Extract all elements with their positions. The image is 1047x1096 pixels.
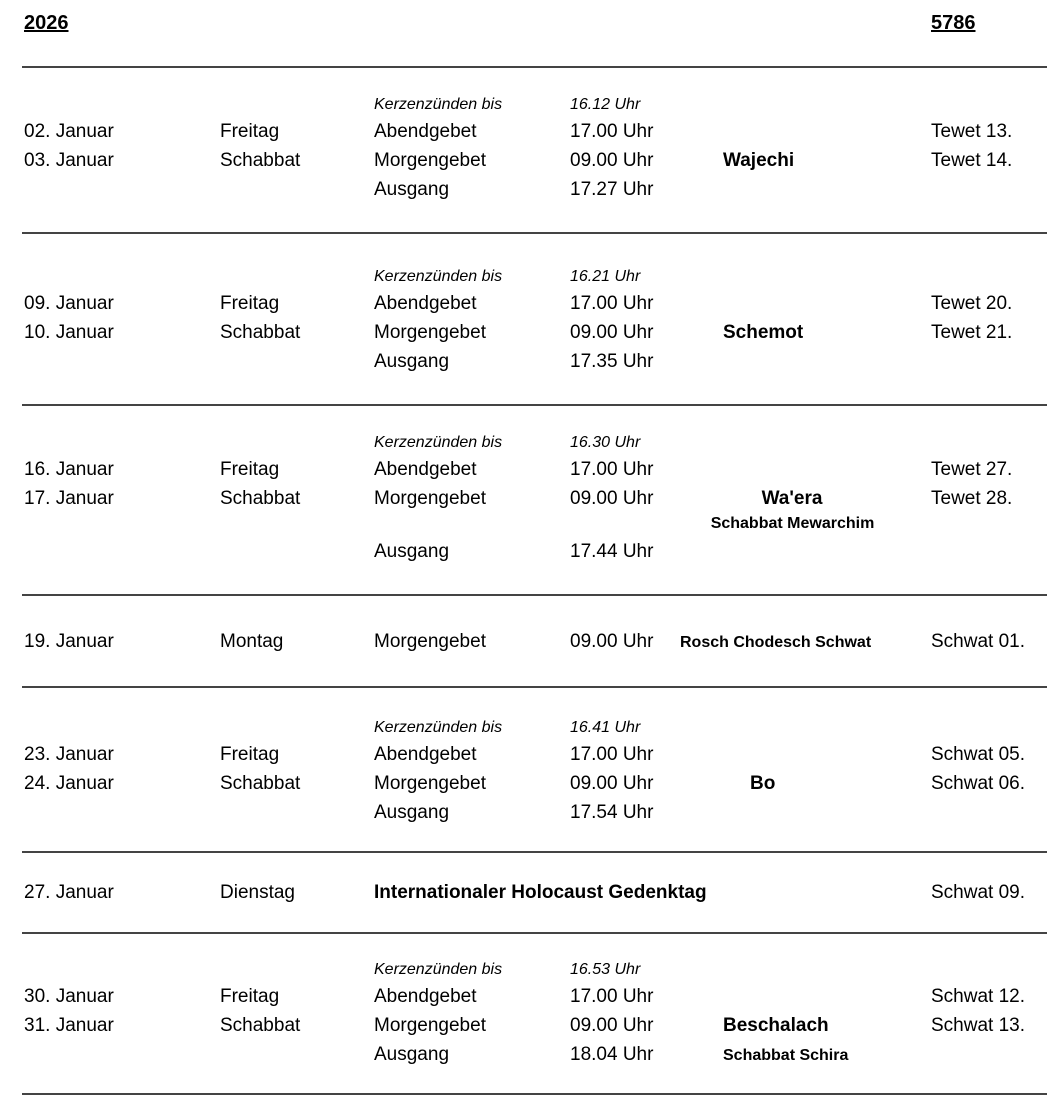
saturday-time: 09.00 Uhr — [570, 773, 654, 794]
saturday-hebrew-date: Schwat 13. — [931, 1015, 1025, 1036]
friday-date: 02. Januar — [24, 121, 114, 142]
friday-prayer: Abendgebet — [374, 293, 477, 314]
shabbat-note: Schabbat Mewarchim — [710, 515, 875, 532]
saturday-prayer: Morgengebet — [374, 322, 486, 343]
end-label: Ausgang — [374, 802, 450, 823]
friday-time: 17.00 Uhr — [570, 459, 654, 480]
parasha: Beschalach — [723, 1015, 829, 1036]
friday-day: Freitag — [220, 986, 280, 1007]
saturday-day: Schabbat — [220, 773, 301, 794]
friday-hebrew-date: Schwat 05. — [931, 744, 1025, 765]
day: Montag — [220, 631, 284, 652]
end-label: Ausgang — [374, 1044, 450, 1065]
day: Dienstag — [220, 882, 295, 903]
friday-date: 16. Januar — [24, 459, 114, 480]
saturday-prayer: Morgengebet — [374, 1015, 486, 1036]
divider — [22, 232, 1047, 234]
end-time: 17.54 Uhr — [570, 802, 654, 823]
gregorian-year: 2026 — [24, 12, 69, 34]
parasha: Wa'era — [761, 488, 823, 509]
prayer: Morgengebet — [374, 631, 486, 652]
friday-hebrew-date: Tewet 20. — [931, 293, 1013, 314]
saturday-day: Schabbat — [220, 488, 301, 509]
saturday-prayer: Morgengebet — [374, 150, 486, 171]
friday-time: 17.00 Uhr — [570, 121, 654, 142]
date: 19. Januar — [24, 631, 114, 652]
end-label: Ausgang — [374, 179, 450, 200]
date: 27. Januar — [24, 882, 114, 903]
saturday-date: 17. Januar — [24, 488, 114, 509]
event-name: Rosch Chodesch Schwat — [680, 634, 872, 651]
friday-prayer: Abendgebet — [374, 121, 477, 142]
end-time: 18.04 Uhr — [570, 1044, 654, 1065]
friday-time: 17.00 Uhr — [570, 986, 654, 1007]
friday-day: Freitag — [220, 121, 280, 142]
friday-date: 23. Januar — [24, 744, 114, 765]
shabbat-note: Schabbat Schira — [723, 1047, 849, 1064]
friday-day: Freitag — [220, 744, 280, 765]
saturday-prayer: Morgengebet — [374, 773, 486, 794]
candle-label: Kerzenzünden bis — [374, 719, 503, 736]
friday-hebrew-date: Tewet 27. — [931, 459, 1013, 480]
friday-date: 30. Januar — [24, 986, 114, 1007]
saturday-date: 31. Januar — [24, 1015, 114, 1036]
saturday-time: 09.00 Uhr — [570, 150, 654, 171]
prayer-time: 09.00 Uhr — [570, 631, 654, 652]
friday-hebrew-date: Schwat 12. — [931, 986, 1025, 1007]
saturday-time: 09.00 Uhr — [570, 322, 654, 343]
hebrew-date: Schwat 09. — [931, 882, 1025, 903]
divider — [22, 686, 1047, 688]
saturday-day: Schabbat — [220, 322, 301, 343]
friday-day: Freitag — [220, 459, 280, 480]
hebrew-year: 5786 — [931, 12, 976, 34]
candle-label: Kerzenzünden bis — [374, 268, 503, 285]
friday-hebrew-date: Tewet 13. — [931, 121, 1013, 142]
parasha: Wajechi — [723, 150, 795, 171]
friday-prayer: Abendgebet — [374, 986, 477, 1007]
parasha: Bo — [750, 773, 776, 794]
end-time: 17.27 Uhr — [570, 179, 654, 200]
hebrew-date: Schwat 01. — [931, 631, 1025, 652]
friday-prayer: Abendgebet — [374, 744, 477, 765]
candle-label: Kerzenzünden bis — [374, 96, 503, 113]
divider — [22, 932, 1047, 934]
saturday-day: Schabbat — [220, 150, 301, 171]
divider — [22, 404, 1047, 406]
saturday-date: 24. Januar — [24, 773, 114, 794]
friday-date: 09. Januar — [24, 293, 114, 314]
divider — [22, 594, 1047, 596]
saturday-prayer: Morgengebet — [374, 488, 486, 509]
saturday-hebrew-date: Tewet 14. — [931, 150, 1013, 171]
divider — [22, 851, 1047, 853]
parasha: Schemot — [723, 322, 804, 343]
candle-label: Kerzenzünden bis — [374, 434, 503, 451]
event-name: Internationaler Holocaust Gedenktag — [374, 882, 707, 903]
end-time: 17.35 Uhr — [570, 351, 654, 372]
candle-time: 16.12 Uhr — [570, 96, 641, 113]
friday-day: Freitag — [220, 293, 280, 314]
saturday-date: 03. Januar — [24, 150, 114, 171]
candle-time: 16.53 Uhr — [570, 961, 641, 978]
divider — [22, 66, 1047, 68]
saturday-date: 10. Januar — [24, 322, 114, 343]
friday-prayer: Abendgebet — [374, 459, 477, 480]
candle-time: 16.41 Uhr — [570, 719, 641, 736]
saturday-time: 09.00 Uhr — [570, 1015, 654, 1036]
saturday-hebrew-date: Tewet 21. — [931, 322, 1013, 343]
saturday-hebrew-date: Schwat 06. — [931, 773, 1025, 794]
divider — [22, 1093, 1047, 1095]
candle-time: 16.21 Uhr — [570, 268, 641, 285]
saturday-hebrew-date: Tewet 28. — [931, 488, 1013, 509]
saturday-time: 09.00 Uhr — [570, 488, 654, 509]
end-label: Ausgang — [374, 351, 450, 372]
friday-time: 17.00 Uhr — [570, 293, 654, 314]
candle-label: Kerzenzünden bis — [374, 961, 503, 978]
end-label: Ausgang — [374, 541, 450, 562]
end-time: 17.44 Uhr — [570, 541, 654, 562]
friday-time: 17.00 Uhr — [570, 744, 654, 765]
saturday-day: Schabbat — [220, 1015, 301, 1036]
candle-time: 16.30 Uhr — [570, 434, 641, 451]
